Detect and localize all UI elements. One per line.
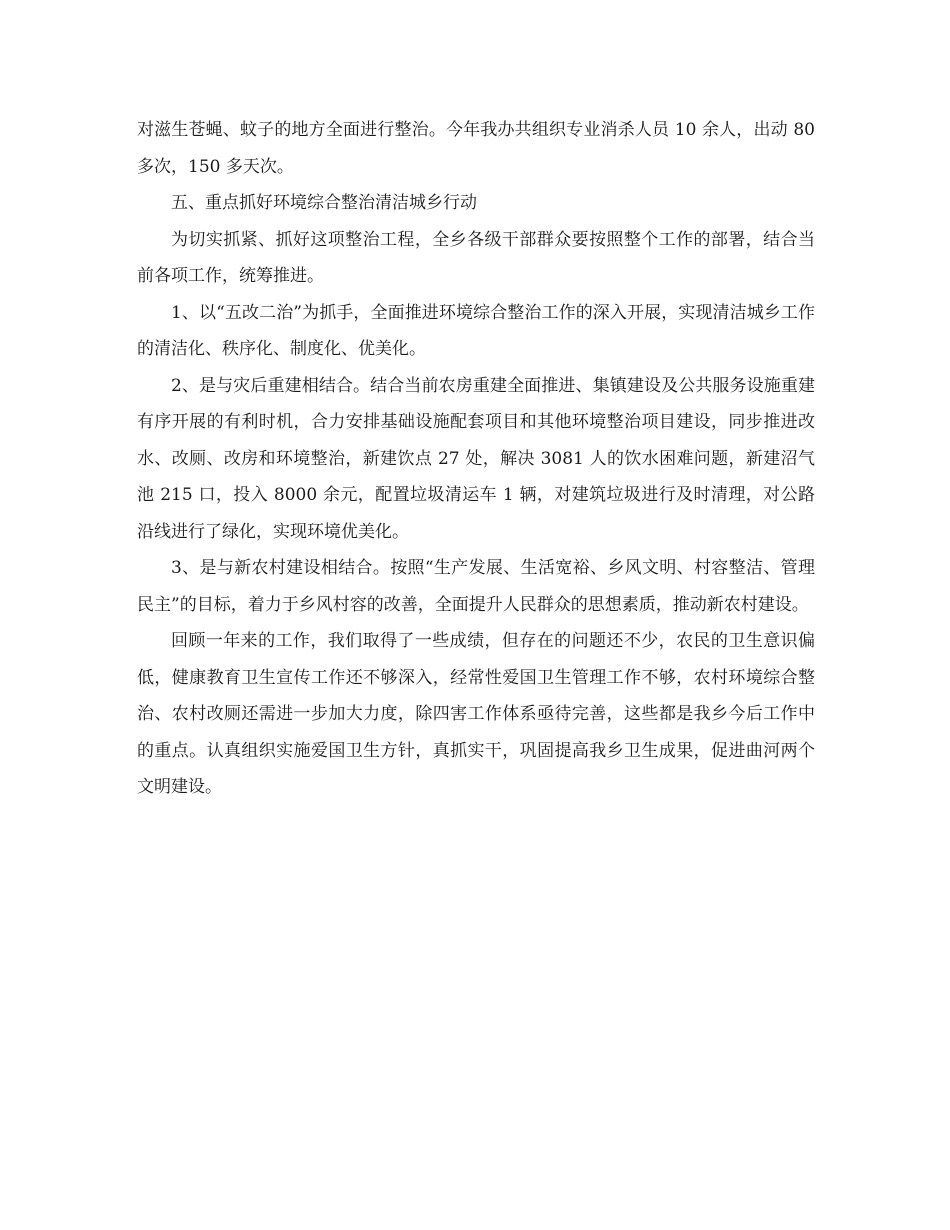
paragraph-item-1: 1、以“五改二治”为抓手，全面推进环境综合整治工作的深入开展，实现清洁城乡工作的清洁化、秩序化、制度化、优美化。 [137,302,815,359]
paragraph-review: 回顾一年来的工作，我们取得了一些成绩，但存在的问题还不少，农民的卫生意识偏低，健康教育卫生宣传工作还不够深入，经常性爱国卫生管理工作不够，农村环境综合整治、农村改厕还需进一步加大力度，除四害工作体系亟待完善，这些都是我乡今后工作中的重点。认真组织实施爱国卫生方针，真抓实干，巩固提高我乡卫生成果，促进曲河两个文明建设。 [137,631,815,797]
document-body [137,112,815,806]
paragraph-item-3: 3、是与新农村建设相结合。按照“生产发展、生活宽裕、乡风文明、村容整洁、管理民主”的目标，着力于乡风村容的改善，全面提升人民群众的思想素质，推动新农村建设。 [137,558,815,615]
paragraph-continuation: 对滋生苍蝇、蚊子的地方全面进行整治。今年我办共组织专业消杀人员 10 余人，出动 80 多次，150 多天次。 [137,120,815,177]
section-five-heading: 五、重点抓好环境综合整治清洁城乡行动 [171,193,477,213]
paragraph-item-2: 2、是与灾后重建相结合。结合当前农房重建全面推进、集镇建设及公共服务设施重建有序开展的有利时机，合力安排基础设施配套项目和其他环境整治项目建设，同步推进改水、改厕、改房和环境整治，新建饮点 27 处，解决 3081 人的饮水困难问题，新建沼气池 215 口，投入 8000 余元，配置垃圾清运车 1 辆，对建筑垃圾进行及时清理，对公路沿线进行了绿化，实现环境优美化。 [137,375,815,542]
paragraph-intro: 为切实抓紧、抓好这项整治工程，全乡各级干部群众要按照整个工作的部署，结合当前各项工作，统筹推进。 [137,229,815,286]
